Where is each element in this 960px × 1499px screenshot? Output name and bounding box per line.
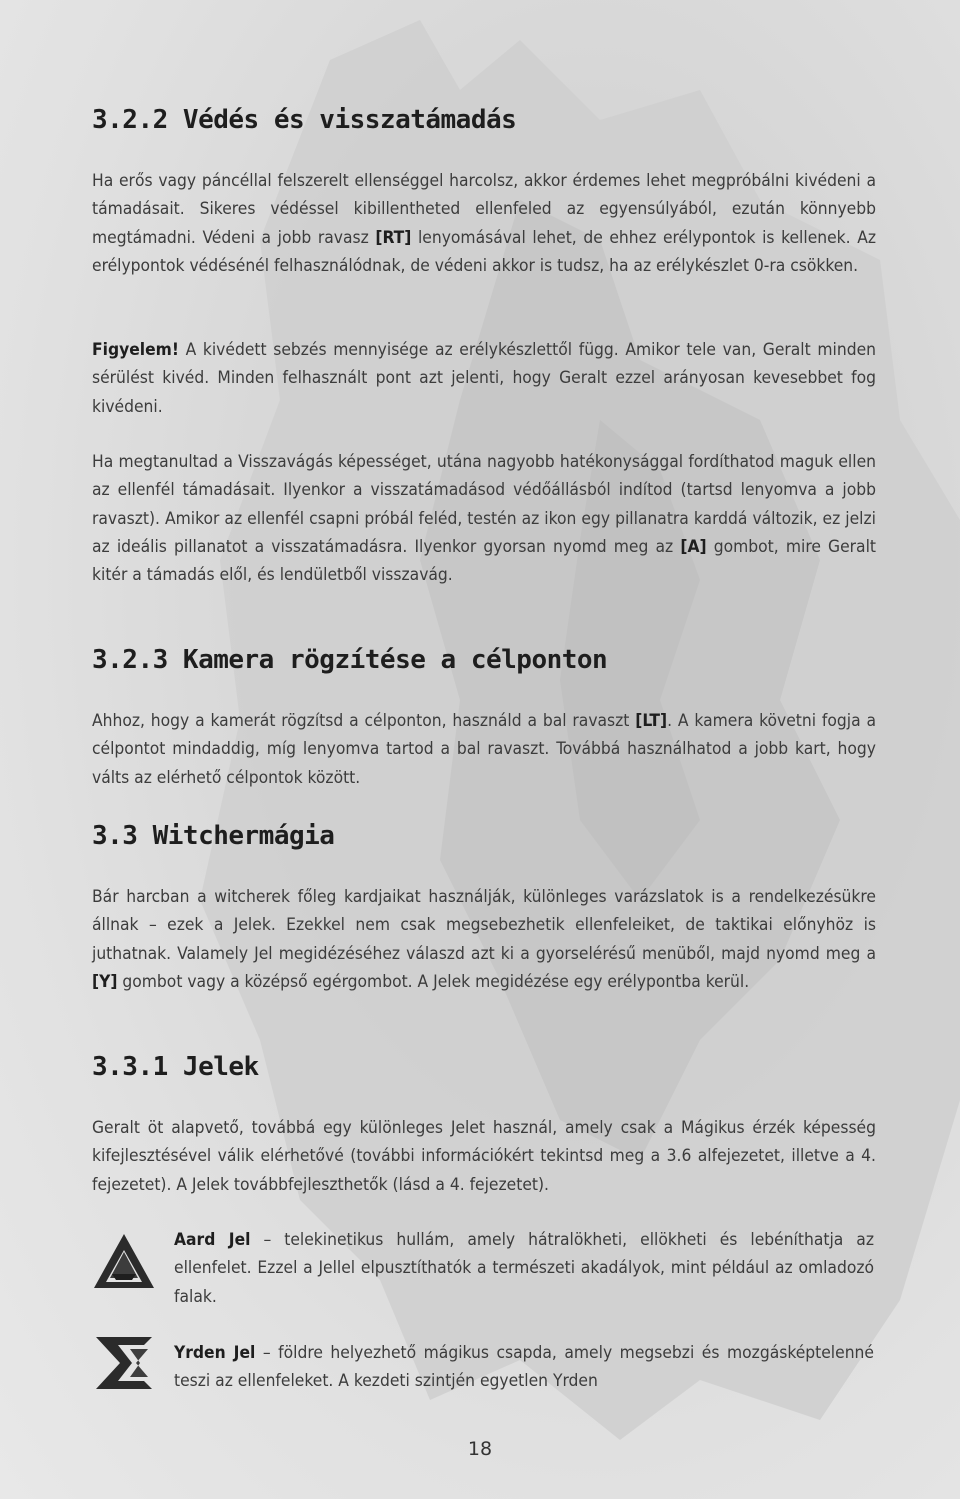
warning-label: Figyelem!	[92, 340, 179, 360]
section-heading-3-3: 3.3 Witchermágia	[92, 821, 335, 851]
lt-key-label: [LT]	[635, 711, 668, 731]
sign-text: – telekinetikus hullám, amely hátralökheti, ellökheti és lebéníthatja az ellenfelet. Ezzel a Jellel elpusztíthatók a természeti akadályok, mint például az omladozó falak.	[174, 1230, 874, 1307]
sign-description	[174, 1226, 874, 1311]
y-key-label: [Y]	[92, 971, 118, 992]
paragraph-text: Ha erős vagy páncéllal felszerelt ellenséggel harcolsz, akkor érdemes lehet megpróbálni kivédeni a támadásait. Sikeres védéssel kibillentheted ellenfeled az egyensúlyából, ezután könnyebb megtámadni. Védeni a jobb ravasz	[92, 171, 876, 248]
warning-text: A kivédett sebzés mennyisége az erélykészlettől függ. Amikor tele van, Geralt minden sérülést kivéd. Minden felhasznált pont azt jelenti, hogy Geralt ezzel arányosan kevesebbet fog kivédeni.	[92, 340, 876, 417]
paragraph-text: gombot, mire Geralt kitér a támadás elől, és lendületből visszavág.	[92, 536, 876, 586]
section-heading-3-3-1: 3.3.1 Jelek	[92, 1052, 259, 1082]
sign-text: – földre helyezhető mágikus csapda, amely megsebzi és mozgásképtelenné teszi az ellenfeleket. A kezdeti szintjén egyetlen Yrden	[174, 1343, 874, 1392]
warning-paragraph	[92, 336, 876, 421]
paragraph-block-parry	[92, 167, 876, 280]
paragraph-text: . A kamera követni fogja a célpontot mindaddig, míg lenyomva tartod a bal ravaszt. Továbbá használhatod a jobb kart, hogy válts az elérhető célpontok között.	[92, 711, 876, 788]
paragraph-text: gombot vagy a középső egérgombot. A Jelek megidézése egy erélypontba kerül.	[122, 971, 750, 992]
paragraph-block-camera	[92, 707, 876, 792]
paragraph-text: lenyomásával lehet, de ehhez erélypontok is kellenek. Az erélypontok védésénél felhasználódnak, de védeni akkor is tudsz, ha az erélykészlet 0-ra csökken.	[92, 227, 877, 276]
a-key-label: [A]	[680, 536, 707, 557]
sign-name: Aard Jel	[174, 1230, 251, 1250]
sign-name: Yrden Jel	[174, 1343, 256, 1363]
paragraph-block-magic	[92, 883, 876, 996]
paragraph-text: Bár harcban a witcherek főleg kardjaikat használják, különleges varázslatok is a rendelkezésükre állnak – ezek a Jelek. Ezekkel nem csak megsebezhetik ellenfeleiket, de taktikai előnyhöz is juthatnak. Valamely Jel megidézéséhez válaszd azt ki a gyorselérésű menüből, majd nyomd meg a	[92, 887, 876, 964]
yrden-sign-icon	[92, 1331, 156, 1395]
paragraph-text: Ha megtanultad a Visszavágás képességet, utána nagyobb hatékonysággal fordíthatod maguk ellen az ellenfél támadásait. Ilyenkor a visszatámadásod védőállásból indítod (tartsd lenyomva a jobb ravaszt). Amikor az ellenfél csapni próbál feléd, testén az ikon egy pillanatra karddá változik, ez jelzi az ideális pillanatot a visszatámadásra. Ilyenkor gyorsan nyomd meg az	[92, 452, 876, 557]
section-heading-3-2-3: 3.2.3 Kamera rögzítése a célponton	[92, 645, 608, 675]
rt-key-label: [RT]	[375, 227, 412, 248]
sign-description	[174, 1339, 874, 1396]
paragraph-block-counterattack	[92, 448, 876, 589]
paragraph-text: Ahhoz, hogy a kamerát rögzítsd a célponton, használd a bal ravaszt	[92, 711, 630, 731]
paragraph-block-signs: Geralt öt alapvető, továbbá egy különleges Jelet használ, amely csak a Mágikus érzék képesség kifejlesztésével válik elérhetővé (további információkért tekintsd meg a 3.6 alfejezetet, illetve a 4. fejezetet). A Jelek továbbfejleszthetők (lásd a 4. fejezetet).	[92, 1118, 876, 1195]
aard-sign-icon	[92, 1230, 156, 1294]
page-number: 18	[467, 1438, 493, 1460]
section-heading-3-2-2: 3.2.2 Védés és visszatámadás	[92, 105, 517, 135]
